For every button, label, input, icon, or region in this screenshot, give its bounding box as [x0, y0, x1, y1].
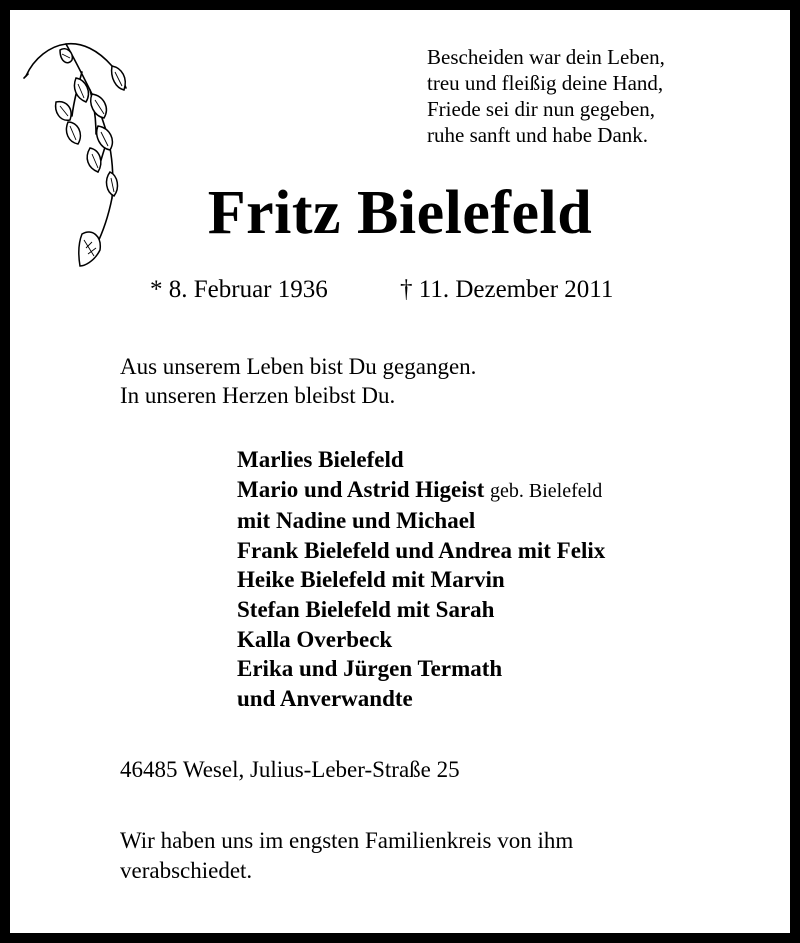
poem-line: treu und fleißig deine Hand,	[427, 71, 664, 95]
mourner-line: Frank Bielefeld und Andrea mit Felix	[237, 537, 606, 563]
mourner-line: und Anverwandte	[237, 685, 413, 711]
poem-line: Friede sei dir nun gegeben,	[427, 97, 656, 121]
deceased-name: Fritz Bielefeld	[207, 179, 593, 247]
poem-line: Bescheiden war dein Leben,	[427, 45, 665, 69]
mourner-line	[237, 475, 605, 507]
mourners-list	[237, 445, 605, 713]
mourner-line: Heike Bielefeld mit Marvin	[237, 567, 505, 593]
closing-line: verabschiedet.	[120, 858, 253, 883]
saying-line: In unseren Herzen bleibst Du.	[120, 383, 396, 408]
closing-line: Wir haben uns im engsten Familienkreis von ihm	[120, 828, 574, 853]
mourner-line: mit Nadine und Michael	[237, 508, 476, 534]
mourner-line: Stefan Bielefeld mit Sarah	[237, 596, 495, 622]
poem-line: ruhe sanft und habe Dank.	[427, 123, 649, 147]
closing-note	[120, 826, 573, 886]
birth-date: * 8. Februar 1936	[150, 276, 328, 303]
address: 46485 Wesel, Julius-Leber-Straße 25	[120, 757, 460, 782]
mourner-line: Erika und Jürgen Termath	[237, 656, 503, 682]
saying-line: Aus unserem Leben bist Du gegangen.	[120, 354, 477, 379]
death-date: † 11. Dezember 2011	[400, 276, 614, 303]
mourner-line: Kalla Overbeck	[237, 626, 393, 652]
mourner-line: Marlies Bielefeld	[237, 447, 404, 472]
poem	[427, 44, 665, 148]
mourner-names: Mario und Astrid Higeist	[237, 476, 485, 502]
memorial-saying	[120, 352, 476, 410]
maiden-name-note: geb. Bielefeld	[490, 479, 603, 502]
